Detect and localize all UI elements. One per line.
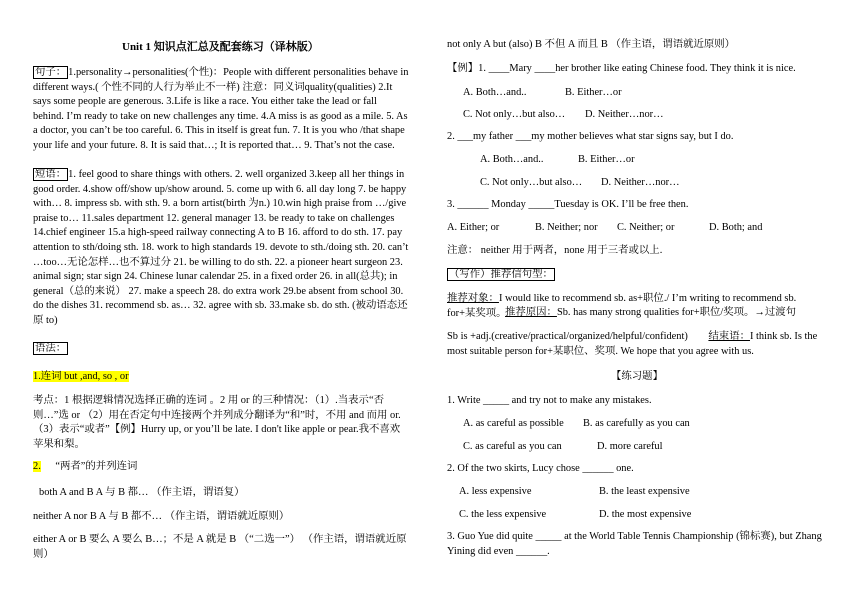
option: A. Both…and.. (463, 87, 527, 98)
not-only-line: not only A but (also) B 不但 A 而且 B （作主语，谓语就近原则） (447, 39, 736, 50)
example-1-text: 1. ____Mary ____her brother like eating Chinese food. They think it is nice. (478, 63, 796, 74)
option: B. Either…or (578, 154, 635, 165)
writing-label: （写作）推荐信句型： (449, 269, 553, 280)
option: C. Not only…but also… (463, 109, 566, 120)
example-1-question (447, 62, 827, 77)
example-label: 【例】 (447, 63, 479, 74)
page-title: Unit 1 知识点汇总及配套练习（译林版） (122, 41, 319, 53)
option: A. less expensive (459, 486, 532, 497)
example-2-question: 2. ___my father ___my mother believes what star signs say, but I do. (447, 131, 734, 142)
option: A. Either; or (447, 222, 500, 233)
recommend-object-text: I would like to recommend sb. as+职位./ I’m writing to recommend sb. for+某奖项。 (447, 293, 797, 319)
option: D. more careful (597, 441, 663, 452)
option: C. Neither; or (617, 222, 675, 233)
practice-heading: 【练习题】 (611, 371, 663, 382)
practice-2-question: 2. Of the two skirts, Lucy chose ______ one. (447, 463, 634, 474)
grammar-2-item: either A or B 要么 A 要么 B…；不是 A 就是 B （“二选一”） （作主语，谓语就近原则） (33, 534, 407, 560)
grammar-1-heading: 1.连词 but ,and, so , or (33, 371, 129, 382)
recommend-body-line (447, 330, 827, 359)
option: C. as careful as you can (463, 441, 562, 452)
option: D. Neither…nor… (585, 109, 664, 120)
writing-heading-wrap (447, 268, 555, 283)
recommend-reason-text: Sb. has many strong qualities for+职位/奖项。→过渡句 (556, 307, 797, 318)
closing-label: 结束语： (708, 331, 750, 342)
sentences-label: 句子： (35, 67, 67, 78)
phrases-label: 短语： (35, 169, 67, 180)
practice-1-question: 1. Write _____ and try not to make any mistakes. (447, 395, 652, 406)
practice-3-question: 3. Guo Yue did quite _____ at the World Table Tennis Championship (锦标赛), but Zhang Yining did even ______. (447, 531, 822, 557)
sentences-block (33, 66, 410, 154)
option: C. the less expensive (459, 509, 547, 520)
option: C. Not only…but also… (480, 177, 583, 188)
recommend-reason (447, 306, 827, 321)
grammar-2-number: 2. (33, 461, 41, 472)
sentences-text: 1.personality→personalities(个性)：People with different personalities behave in different ways.( 个性不同的人行为举止不一样) 注意：同义词quality(qualities) 2.It says some people are generous. 3.Life is like a race. You either take the lead or fall behind. I’m ready to take on new challenges any time. 4.A miss is as good as a mile. 5. As a doctor, you can’t be too careful. 6. This in itself is great fun. 7. It is you who /that shape your life and your future. 8. It is said that…; It is reported that… 9. That’s not the case. (33, 67, 409, 151)
option: A. as careful as possible (463, 418, 564, 429)
example-3-question: 3. ______ Monday _____Tuesday is OK. I’ll be free then. (447, 199, 689, 210)
grammar-1-text: 考点：1 根据逻辑情况选择正确的连词 。2 用 or 的三种情况：（1）.当表示“否则…”选 or （2）用在否定句中连接两个并列成分翻译为“和”时，不用 and 而用 or. （3）表示“或者”【例】Hurry up, or you’ll be late. I don't like apple or pear.我不喜欢苹果和梨。 (33, 395, 401, 450)
note: 注意： neither 用于两者，none 用于三者或以上. (447, 245, 663, 256)
closing-text: I think sb. Is the most suitable person for+某职位、奖项. We hope that you agree with us. (447, 331, 818, 357)
option: B. Neither; nor (535, 222, 598, 233)
recommend-object-label: 推荐对象： (447, 293, 499, 304)
grammar-2-heading: “两者”的并列连词 (55, 461, 138, 472)
grammar-2-heading-wrap (33, 460, 137, 475)
option: B. the least expensive (599, 486, 690, 497)
option: D. Neither…nor… (601, 177, 680, 188)
phrases-text: 1. feel good to share things with others. 2. well organized 3.keep all her things in good order. 4.show off/show up/show around. 5. come up with 6. all day long 7. be happy with… 8. impress sb. with sth. 9. a born artist(birth 为n.) 10.win high praise from …/give praise to… 11.sales department 12. general manager 13. be ready to take on challenges 14.chief engineer 15.a high-speed railway connecting A to B 16. afford to do sth. 17. pay attention to sth/doing sth. 18. work to high standards 19. devote to sth./doing sth. 20. can’t …too…无论怎样…也不算过分 21. be willing to do sth. 22. a pioneer heart surgeon 23. animal sign; star sign 24. Chinese lunar calendar 25. in a fixed order 26. in all(总共); in general（总的来说） 27. make a speech 28. do extra work 29.be absent from school 30. do the dishes 31. recommend sb. as… 32. agree with sb. 33.make sb. do sth. (被动语态还原 to) (33, 169, 409, 326)
option: B. as carefully as you can (583, 418, 690, 429)
grammar-2-item: neither A nor B A 与 B 都不… （作主语，谓语就近原则） (33, 511, 290, 522)
grammar-2-item: both A and B A 与 B 都… （作主语，谓语复） (39, 487, 245, 498)
recommend-reason-label: 推荐原因： (505, 307, 557, 318)
grammar-label: 语法： (35, 343, 67, 354)
recommend-body: Sb is +adj.(creative/practical/organized/helpful/confident) (447, 331, 688, 342)
option: A. Both…and.. (480, 154, 544, 165)
option: D. the most expensive (599, 509, 692, 520)
option: B. Either…or (565, 87, 622, 98)
grammar-block (33, 342, 68, 357)
grammar-1-heading-wrap (33, 370, 129, 385)
option: D. Both; and (709, 222, 763, 233)
phrases-block (33, 168, 410, 329)
